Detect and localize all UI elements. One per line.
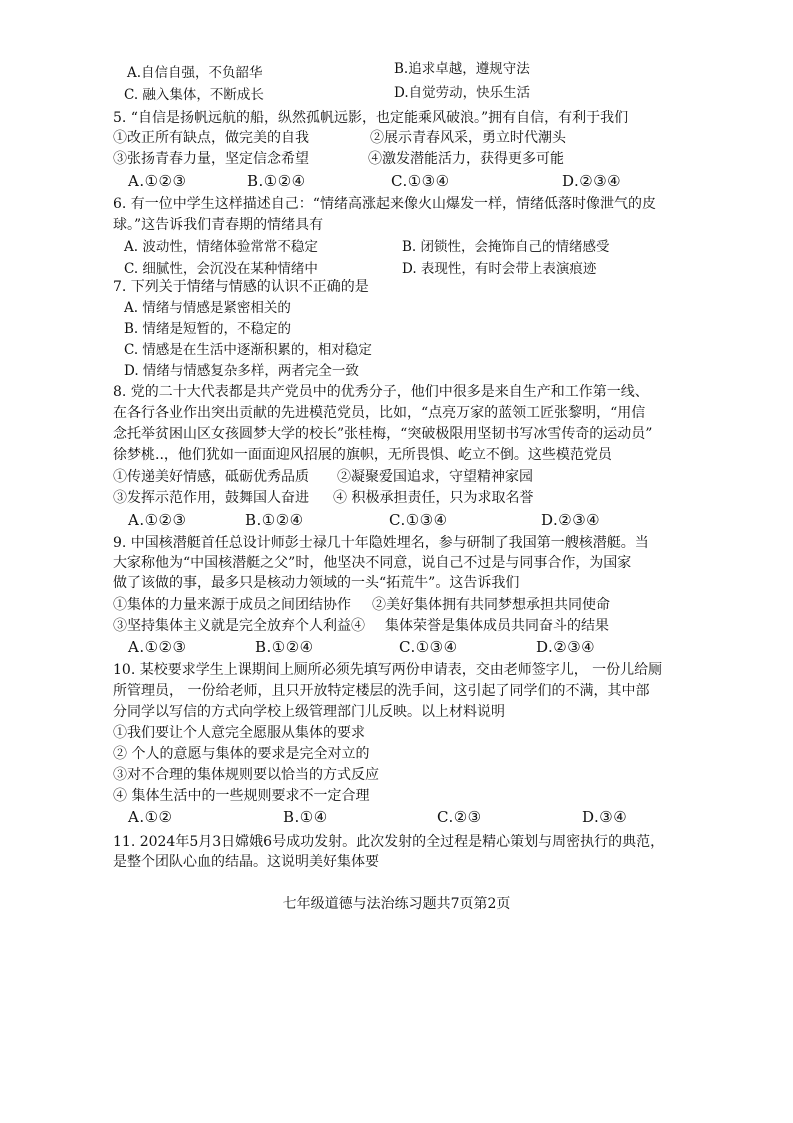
q5-answer-b: B.①②④ [247, 172, 306, 190]
q8-statement-3: ③发挥示范作用，鼓舞国人奋进 [113, 490, 309, 506]
q9-statement-2: ②美好集体拥有共同梦想承担共同使命 [372, 597, 610, 613]
q10-stem-line-3: 分同学以写信的方式向学校上级管理部门儿反映。以上材料说明 [113, 704, 505, 720]
q9-statement-3: ③坚持集体主义就是完全放弃个人利益④ [113, 618, 365, 634]
q5-statement-2: ②展示青春风采，勇立时代潮头 [370, 130, 566, 146]
q5-answer-d: D.②③④ [562, 172, 622, 190]
q9-answer-c: C.①③④ [399, 638, 458, 656]
q10-statement-3: ③对不合理的集体规则要以恰当的方式反应 [113, 767, 379, 783]
q6-stem-line-2: 球。”这告诉我们青春期的情绪具有 [113, 217, 324, 233]
q10-answer-c: C.②③ [437, 808, 482, 826]
page-footer: 七年级道德与法治练习题共7页第2页 [282, 896, 511, 912]
q6-option-d: D. 表现性，有时会带上表演痕迹 [402, 261, 597, 277]
q6-option-b: B. 闭锁性，会掩饰自己的情绪感受 [402, 239, 610, 255]
q4-option-c: C. 融入集体，不断成长 [124, 87, 264, 103]
q8-stem-line-3: 念托举贫困山区女孩圆梦大学的校长”张桂梅，“突破极限用坚韧书写冰雪传奇的运动员” [113, 426, 653, 442]
q9-answer-a: A.①②③ [128, 638, 187, 656]
q8-statement-1: ①传递美好情感，砥砺优秀品质 [113, 469, 309, 485]
q6-option-a: A. 波动性，情绪体验常常不稳定 [124, 239, 318, 255]
q4-option-b: B.追求卓越，遵规守法 [394, 61, 530, 77]
q9-answer-b: B.①②④ [255, 638, 314, 656]
q10-statement-2: ② 个人的意愿与集体的要求是完全对立的 [113, 746, 370, 762]
q11-stem-line-1: 11. 2024年5月3日嫦娥6号成功发射。此次发射的全过程是精心策划与周密执行的典范， [113, 834, 665, 850]
q10-answer-b: B.①④ [283, 808, 328, 826]
q5-statement-1: ①改正所有缺点，做完美的自我 [113, 130, 309, 146]
q4-option-a: A.自信自强，不负韶华 [127, 65, 263, 81]
q8-stem-line-4: 徐梦桃..，他们犹如一面面迎风招展的旗帜，无所畏惧、屹立不倒。这些模范党员 [113, 447, 612, 463]
q7-option-a: A. 情绪与情感是紧密相关的 [124, 300, 291, 316]
q8-statement-2: ②凝聚爱国追求，守望精神家园 [337, 469, 533, 485]
q7-option-b: B. 情绪是短暂的，不稳定的 [124, 321, 292, 337]
q9-stem-line-2: 大家称他为“中国核潜艇之父”时，他坚决不同意，说自己不过是与同事合作，为国家 [113, 555, 632, 571]
q9-stem-line-3: 做了该做的事，最多只是核动力领域的一头“拓荒牛”。这告诉我们 [113, 575, 520, 591]
q8-stem-line-1: 8. 党的二十大代表都是共产党员中的优秀分子，他们中很多是来自生产和工作第一线、 [113, 384, 649, 400]
q9-stem-line-1: 9. 中国核潜艇首任总设计师彭士禄几十年隐姓埋名，参与研制了我国第一艘核潜艇。当 [113, 535, 649, 551]
q8-answer-b: B.①②④ [245, 511, 304, 529]
q5-stem: 5. “自信是扬帆远航的船，纵然孤帆远影，也定能乘风破浪。”拥有自信，有利于我们 [113, 110, 629, 126]
q8-answer-a: A.①②③ [128, 511, 187, 529]
q8-answer-c: C.①③④ [389, 511, 448, 529]
q11-stem-line-2: 是整个团队心血的结晶。这说明美好集体要 [113, 854, 379, 870]
q10-statement-4: ④ 集体生活中的一些规则要求不一定合理 [113, 788, 370, 804]
q7-stem: 7. 下列关于情绪与情感的认识不正确的是 [113, 279, 369, 295]
q6-option-c: C. 细腻性，会沉没在某种情绪中 [124, 261, 318, 277]
q10-statement-1: ①我们要让个人意完全愿服从集体的要求 [113, 725, 365, 741]
q7-option-d: D. 情绪与情感复杂多样，两者完全一致 [124, 363, 359, 379]
q8-answer-d: D.②③④ [541, 511, 601, 529]
q10-stem-line-2: 所管理员， 一份给老师，且只开放特定楼层的洗手间，这引起了同学们的不满，其中部 [113, 683, 650, 699]
q5-statement-3: ③张扬青春力量，坚定信念希望 [113, 151, 309, 167]
q5-answer-c: C.①③④ [391, 172, 450, 190]
q4-option-d: D.自觉劳动，快乐生活 [394, 85, 531, 101]
q5-answer-a: A.①②③ [128, 172, 187, 190]
q6-stem-line-1: 6. 有一位中学生这样描述自己：“情绪高涨起来像火山爆发一样，情绪低落时像泄气的皮 [113, 196, 656, 212]
q7-option-c: C. 情感是在生活中逐渐积累的，相对稳定 [124, 342, 372, 358]
q10-answer-d: D.③④ [582, 808, 628, 826]
q5-statement-4: ④激发潜能活力，获得更多可能 [368, 151, 564, 167]
q9-statement-1: ①集体的力量来源于成员之间团结协作 [113, 597, 351, 613]
q9-answer-d: D.②③④ [536, 638, 596, 656]
q8-stem-line-2: 在各行各业作出突出贡献的先进模范党员，比如，“点亮万家的蓝领工匠张黎明，“用信 [113, 405, 646, 421]
q9-statement-4: 集体荣誉是集体成员共同奋斗的结果 [385, 618, 609, 634]
q8-statement-4: ④ 积极承担责任，只为求取名誉 [333, 490, 534, 506]
q10-answer-a: A.①② [128, 808, 173, 826]
q10-stem-line-1: 10. 某校要求学生上课期间上厕所必须先填写两份申请表，交由老师签字儿， 一份儿给厕 [113, 662, 663, 678]
